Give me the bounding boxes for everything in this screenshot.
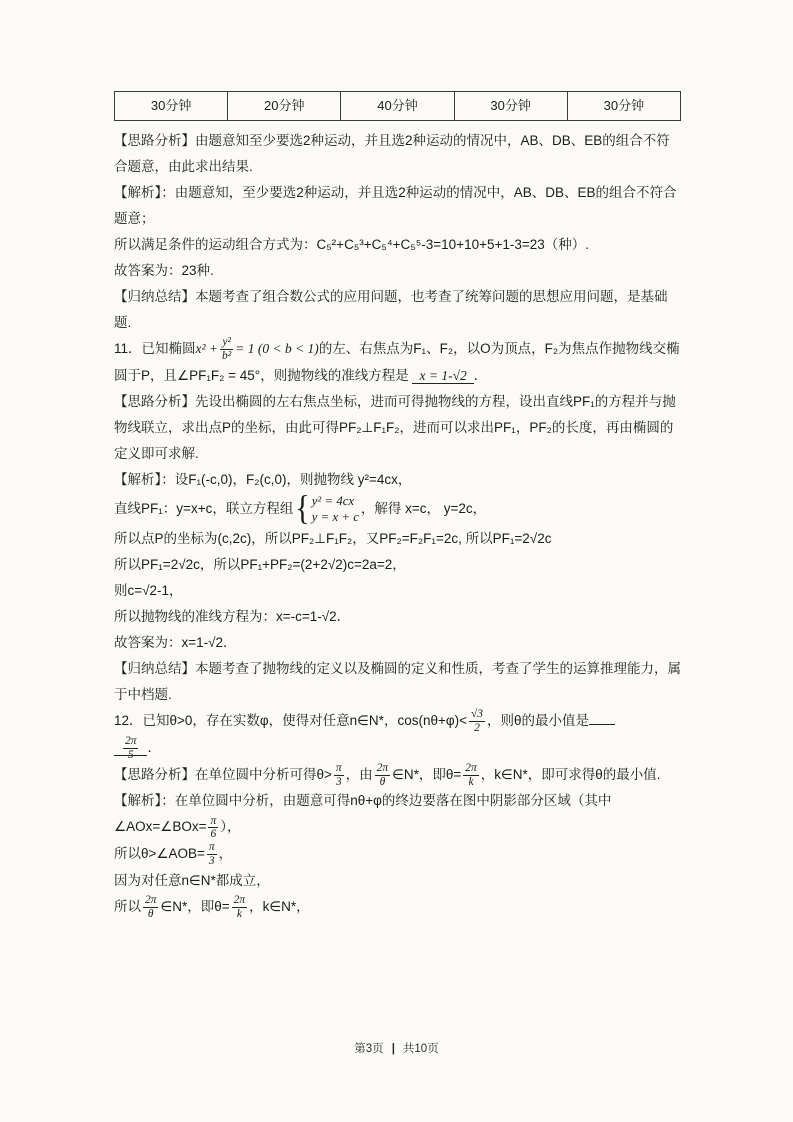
q10-solution-combination: 所以满足条件的运动组合方式为：C₅²+C₅³+C₅⁴+C₅⁵-3=10+10+5+1-3=23（种）. (114, 237, 590, 252)
q12-line4-suffix: ，k∈N*， (249, 899, 310, 915)
fraction (207, 841, 217, 868)
duration-cell: 40分钟 (341, 92, 454, 121)
fraction (220, 336, 233, 363)
q12-analysis (114, 762, 681, 789)
duration-cell: 30分钟 (115, 92, 228, 121)
q11-stem (114, 336, 681, 389)
duration-table-row (115, 92, 681, 121)
q12-line1-suffix: ）， (220, 819, 241, 835)
fraction-numerator: 2π (233, 894, 246, 907)
duration-table (114, 91, 681, 121)
fraction (463, 762, 478, 789)
q12-analysis-part2: ，由 (345, 766, 373, 782)
q11-ellipse-equation-rest: = 1 (0 < b < 1) (235, 341, 319, 356)
system-equation-1: y² = 4cx (311, 493, 355, 508)
q11-line2-prefix: 直线PF₁：y=x+c，联立方程组 (114, 501, 294, 517)
q12-analysis-part4: ，k∈N*，即可求得θ的最小值. (480, 766, 661, 782)
fraction (123, 735, 138, 762)
q11-stem-period: ． (473, 367, 488, 383)
fraction-numerator: 2π (465, 761, 477, 774)
q11-solution-line3: 所以点P的坐标为(c,2c)，所以PF₂⊥F₁F₂，又PF₂=F₂F₁=2c, 所以PF₁=2√2c (114, 531, 552, 547)
page-footer (0, 1040, 793, 1056)
duration-cell: 30分钟 (567, 92, 680, 121)
q12-line1-prefix: 【解析】：在单位圆中分析，由题意可得nθ+φ的终边要落在图中阴影部分区域（其中∠AOx=∠BOx= (114, 793, 612, 835)
system-equation-2: y = x + c (311, 510, 359, 525)
q10-solution-intro: 【解析】：由题意知，至少要选2种运动，并且选2种运动的情况中，AB、DB、EB的组合不符合题意； (114, 185, 677, 226)
fraction-denominator: 3 (335, 775, 342, 788)
q12-line2-suffix: ， (218, 846, 233, 862)
fraction-denominator: k (236, 907, 242, 920)
q11-solution-line6: 所以抛物线的准线方程为：x=-c=1-√2． (114, 609, 351, 625)
fraction-denominator: b² (222, 349, 232, 362)
q10-answer: 故答案为：23种. (114, 263, 214, 278)
q12-stem (114, 708, 681, 735)
fraction (232, 894, 247, 921)
q11-solution-line1: 【解析】：设F₁(-c,0)，F₂(c,0)，则抛物线 y²=4cx， (114, 471, 412, 487)
q11-solution-line5: 则c=√2-1， (114, 583, 183, 599)
equation-system (295, 489, 359, 528)
q10-summary: 【归纳总结】本题考查了组合数公式的应用问题，也考查了统筹问题的思想应用问题，是基础题. (114, 289, 668, 330)
fraction (375, 762, 390, 789)
q11-line2-suffix: ，解得 x=c， y=2c， (360, 501, 487, 517)
fraction-numerator: 2π (376, 761, 389, 774)
fraction-denominator: 2 (474, 722, 480, 735)
fraction (469, 708, 485, 735)
left-brace: { (295, 489, 310, 528)
duration-cell: 20分钟 (228, 92, 341, 121)
fraction-numerator: π (210, 814, 217, 827)
fraction-numerator: √3 (470, 708, 484, 721)
footer-page-number: 第3页 (354, 1043, 384, 1055)
fraction-denominator: 6 (210, 828, 217, 841)
fraction-numerator: 2π (145, 894, 157, 907)
fraction-numerator: π (335, 761, 342, 774)
q12-answer-blank (114, 735, 147, 761)
fraction (143, 894, 158, 921)
footer-separator: | (391, 1043, 395, 1055)
q12-line4-mid: ∈N*，即θ= (160, 899, 230, 915)
q12-solution-line3: 因为对任意n∈N*都成立， (114, 873, 270, 889)
q11-summary: 【归纳总结】本题考查了抛物线的定义以及椭圆的定义和性质，考查了学生的运算推理能力，属于中档题. (114, 661, 681, 703)
q11-stem-body: 的左、右焦点为F₁、F₂，以O为顶点，F₂为焦点作抛物线交椭圆于P，且∠PF₁F₂ = 45°，则抛物线的准线方程是 (114, 341, 680, 383)
q11-solution-line4: 所以PF₁=2√2c，所以PF₁+PF₂=(2+2√2)c=2a=2， (114, 557, 406, 573)
q12-solution-line1 (114, 788, 681, 841)
q12-analysis-part1: 【思路分析】在单位圆中分析可得θ> (114, 766, 332, 782)
q11-analysis: 【思路分析】先设出椭圆的左右焦点坐标，进而可得抛物线的方程，设出直线PF₁的方程并与抛物线联立，求出点P的坐标，由此可得PF₂⊥F₁F₂，进而可以求出PF₁，PF₂的长度，再由椭圆的定义即可求解. (114, 393, 676, 461)
fraction-denominator: θ (147, 907, 154, 920)
q12-stem-suffix: ，则θ的最小值是 (487, 713, 590, 729)
q12-answer-blank-start (589, 712, 615, 726)
q11-ellipse-x-term: x² + (195, 341, 219, 356)
fraction-numerator: y² (222, 336, 231, 349)
q11-solution-line2 (114, 489, 681, 528)
fraction-denominator: 5 (127, 748, 134, 761)
q11-answer-blank: x = 1-√2 (412, 368, 473, 384)
equation-system-body (310, 493, 359, 526)
q11-stem-prefix: 11．已知椭圆 (114, 341, 196, 356)
q12-answer-period: ． (147, 739, 161, 755)
fraction-denominator: 3 (208, 855, 215, 868)
q12-solution-line4 (114, 894, 681, 921)
q12-answer-line (114, 735, 681, 762)
q12-analysis-part3: ∈N*，即θ= (392, 766, 462, 782)
footer-total-pages: 共10页 (402, 1043, 439, 1055)
q12-stem-prefix: 12．已知θ>0，存在实数φ，使得对任意n∈N*，cos(nθ+φ)< (114, 713, 467, 729)
fraction-numerator: π (208, 841, 215, 854)
q12-line2-prefix: 所以θ>∠AOB= (114, 846, 205, 862)
document-content (114, 91, 681, 921)
fraction-numerator: 2π (125, 735, 137, 747)
fraction (334, 762, 344, 789)
q12-line4-prefix: 所以 (114, 899, 141, 915)
fraction-denominator: θ (379, 775, 386, 788)
q12-solution-line2 (114, 841, 681, 868)
q11-solution-answer: 故答案为：x=1-√2． (114, 635, 237, 651)
fraction (208, 815, 218, 842)
fraction-denominator: k (468, 775, 474, 788)
duration-cell: 30分钟 (454, 92, 567, 121)
q10-analysis: 【思路分析】由题意知至少要选2种运动，并且选2种运动的情况中，AB、DB、EB的组合不符合题意，由此求出结果. (114, 133, 670, 174)
